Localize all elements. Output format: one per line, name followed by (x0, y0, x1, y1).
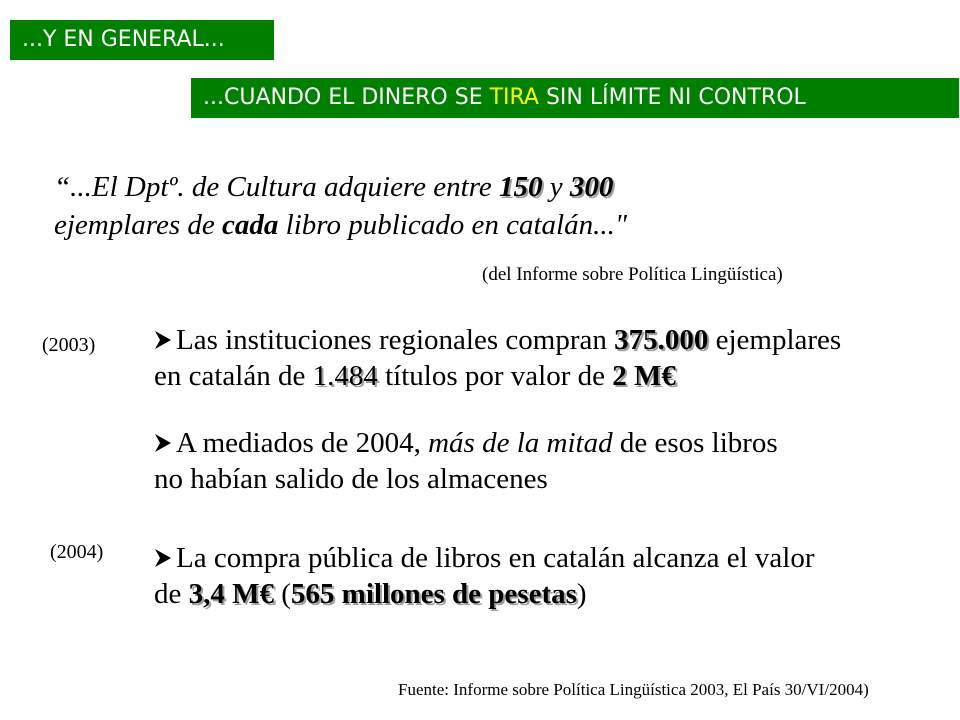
quote-emphasis: cada (222, 209, 279, 241)
bullet-text: ) (576, 578, 587, 610)
bullet-value: 2 M€ (612, 360, 676, 392)
year-label: (2004) (50, 541, 104, 563)
arrow-bullet-icon (154, 548, 172, 568)
quote-text: ejemplares de (54, 209, 223, 241)
bullet-text: de (154, 578, 189, 610)
banner-title: ...Y EN GENERAL... (22, 27, 225, 52)
bullet-text: A mediados de 2004, (176, 427, 429, 459)
quote-line-1 (54, 168, 914, 206)
section-banner (10, 20, 274, 60)
year-label: (2003) (42, 334, 96, 356)
bullet-text: La compra pública de libros en catalán alcanza el valor (176, 542, 815, 574)
bullet-point (154, 322, 841, 394)
banner-subtitle-highlight: TIRA (489, 85, 539, 110)
bullet-text: ejemplares (708, 324, 842, 356)
bullet-text: ( (274, 578, 291, 610)
quote-text: libro publicado en catalán..." (278, 209, 628, 241)
bullet-text: en catalán de (154, 360, 313, 392)
quote-line-2 (54, 206, 914, 244)
quote-number: 150 (499, 171, 543, 203)
arrow-bullet-icon (154, 433, 172, 453)
bullet-text: de esos libros (612, 427, 778, 459)
banner-subtitle-start: ...CUANDO EL DINERO SE (203, 85, 490, 110)
quote-text: “...El Dptº. de Cultura adquiere entre (54, 171, 500, 203)
quote-block (54, 168, 914, 244)
bullet-point (154, 540, 814, 612)
bullet-number: 375.000 (614, 324, 709, 356)
subtitle-banner (191, 78, 959, 118)
quote-number: 300 (569, 171, 614, 203)
citation: (del Informe sobre Política Lingüística) (482, 264, 783, 285)
bullet-text: títulos por valor de (377, 360, 613, 392)
quote-text: y (542, 171, 570, 203)
banner-subtitle-end: SIN LÍMITE NI CONTROL (538, 85, 806, 110)
bullet-emphasis: más de la mitad (428, 427, 613, 459)
arrow-bullet-icon (154, 330, 172, 350)
bullet-text: no habían salido de los almacenes (154, 463, 548, 495)
bullet-number: 1.484 (312, 360, 378, 392)
bullet-value: 3,4 M€ (188, 578, 274, 610)
bullet-value: 565 millones de pesetas (290, 578, 577, 610)
bullet-point (154, 425, 778, 497)
source-footnote: Fuente: Informe sobre Política Lingüística 2003, El País 30/VI/2004) (398, 680, 869, 699)
bullet-text: Las instituciones regionales compran (176, 324, 615, 356)
